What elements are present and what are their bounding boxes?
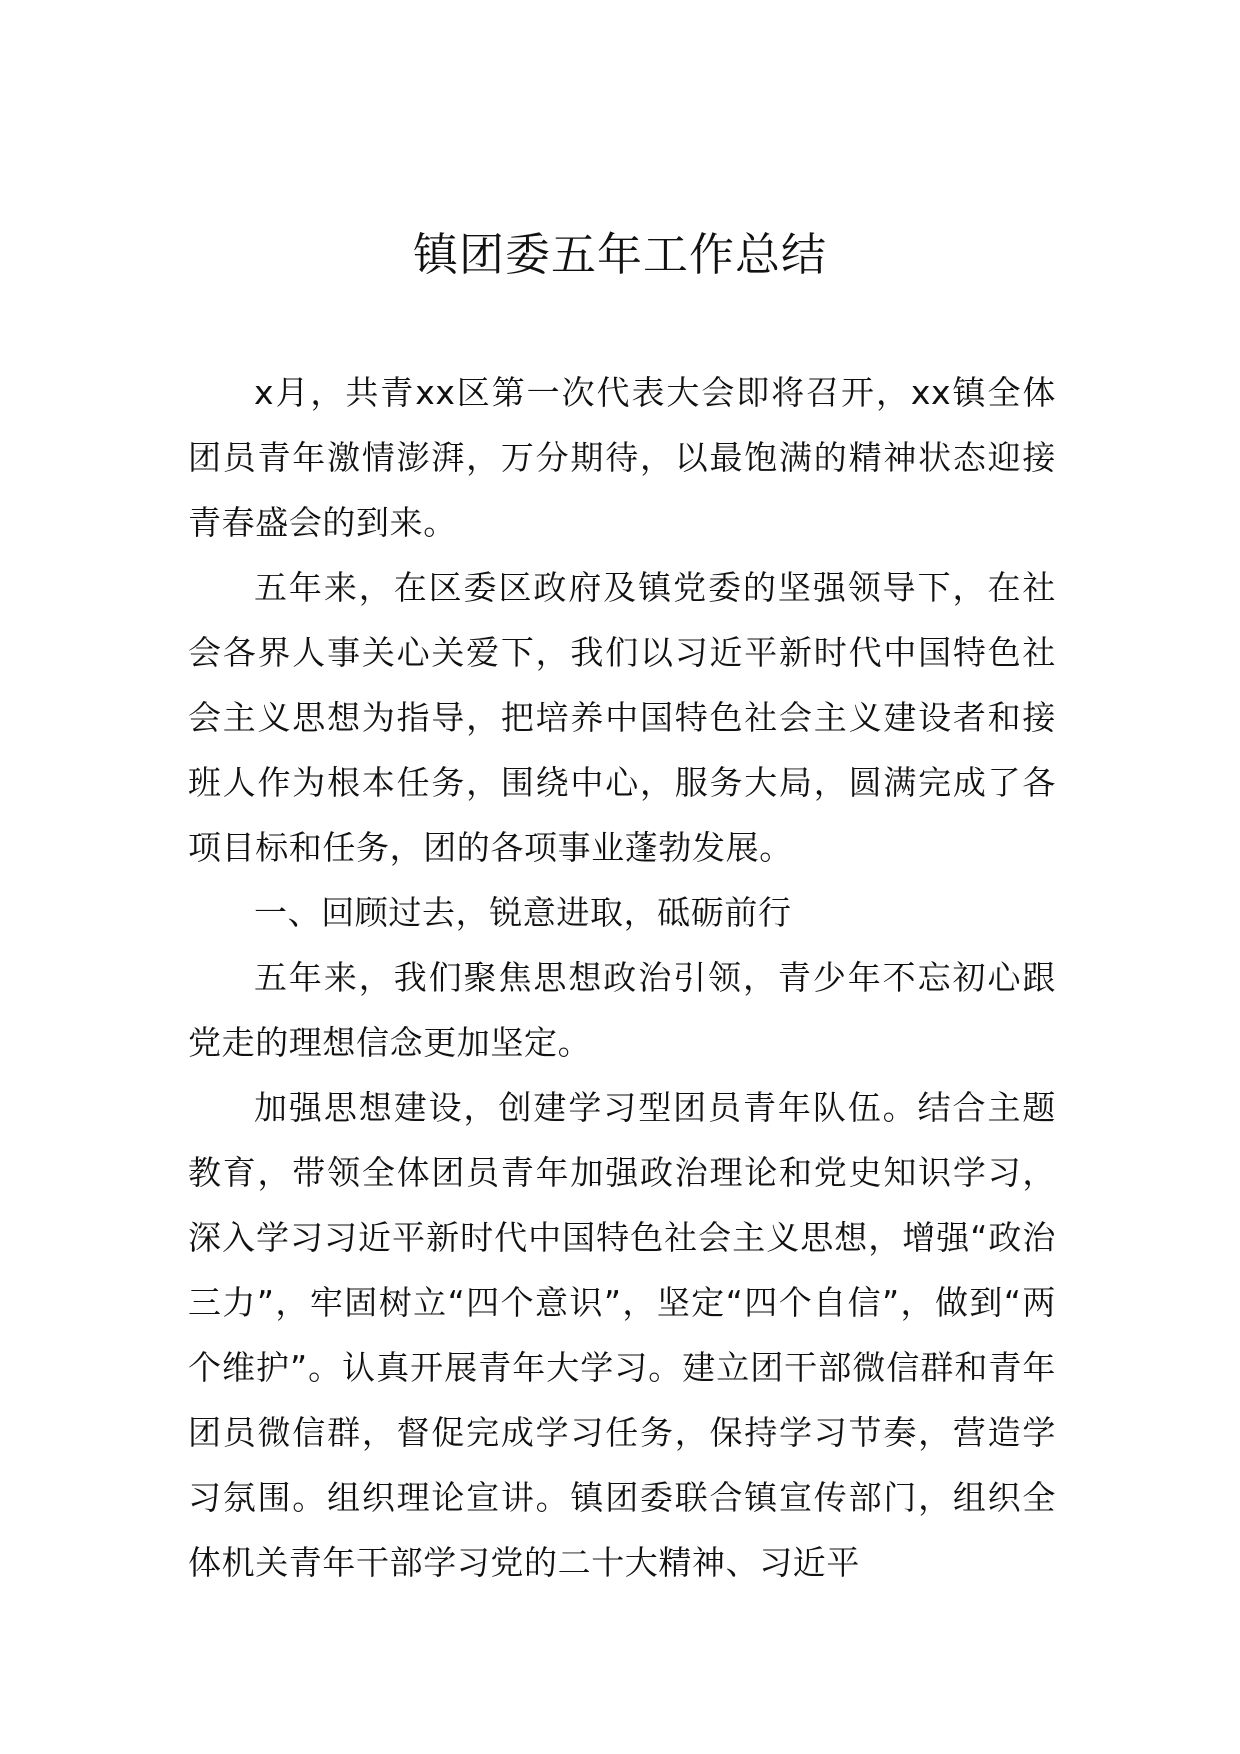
paragraph-intro: x月，共青xx区第一次代表大会即将召开，xx镇全体团员青年激情澎湃，万分期待，以最饱满的精神状态迎接青春盛会的到来。 bbox=[188, 373, 1056, 542]
document-title: 镇团委五年工作总结 bbox=[412, 228, 827, 281]
paragraph-overview: 五年来，在区委区政府及镇党委的坚强领导下，在社会各界人事关心关爱下，我们以习近平新时代中国特色社会主义思想为指导，把培养中国特色社会主义建设者和接班人作为根本任务，围绕中心，服务大局，圆满完成了各项目标和任务，团的各项事业蓬勃发展。 bbox=[188, 568, 1056, 867]
paragraph-ideology: 加强思想建设，创建学习型团员青年队伍。结合主题教育，带领全体团员青年加强政治理论和党史知识学习，深入学习习近平新时代中国特色社会主义思想，增强“政治三力”，牢固树立“四个意识”，坚定“四个自信”，做到“两个维护”。认真开展青年大学习。建立团干部微信群和青年团员微信群，督促完成学习任务，保持学习节奏，营造学习氛围。组织理论宣讲。镇团委联合镇宣传部门，组织全体机关青年干部学习党的二十大精神、习近平 bbox=[188, 1088, 1056, 1582]
section-heading: 一、回顾过去，锐意进取，砥砺前行 bbox=[254, 893, 792, 932]
document-body bbox=[188, 360, 1056, 1595]
paragraph-focus: 五年来，我们聚焦思想政治引领，青少年不忘初心跟党走的理想信念更加坚定。 bbox=[188, 958, 1056, 1062]
